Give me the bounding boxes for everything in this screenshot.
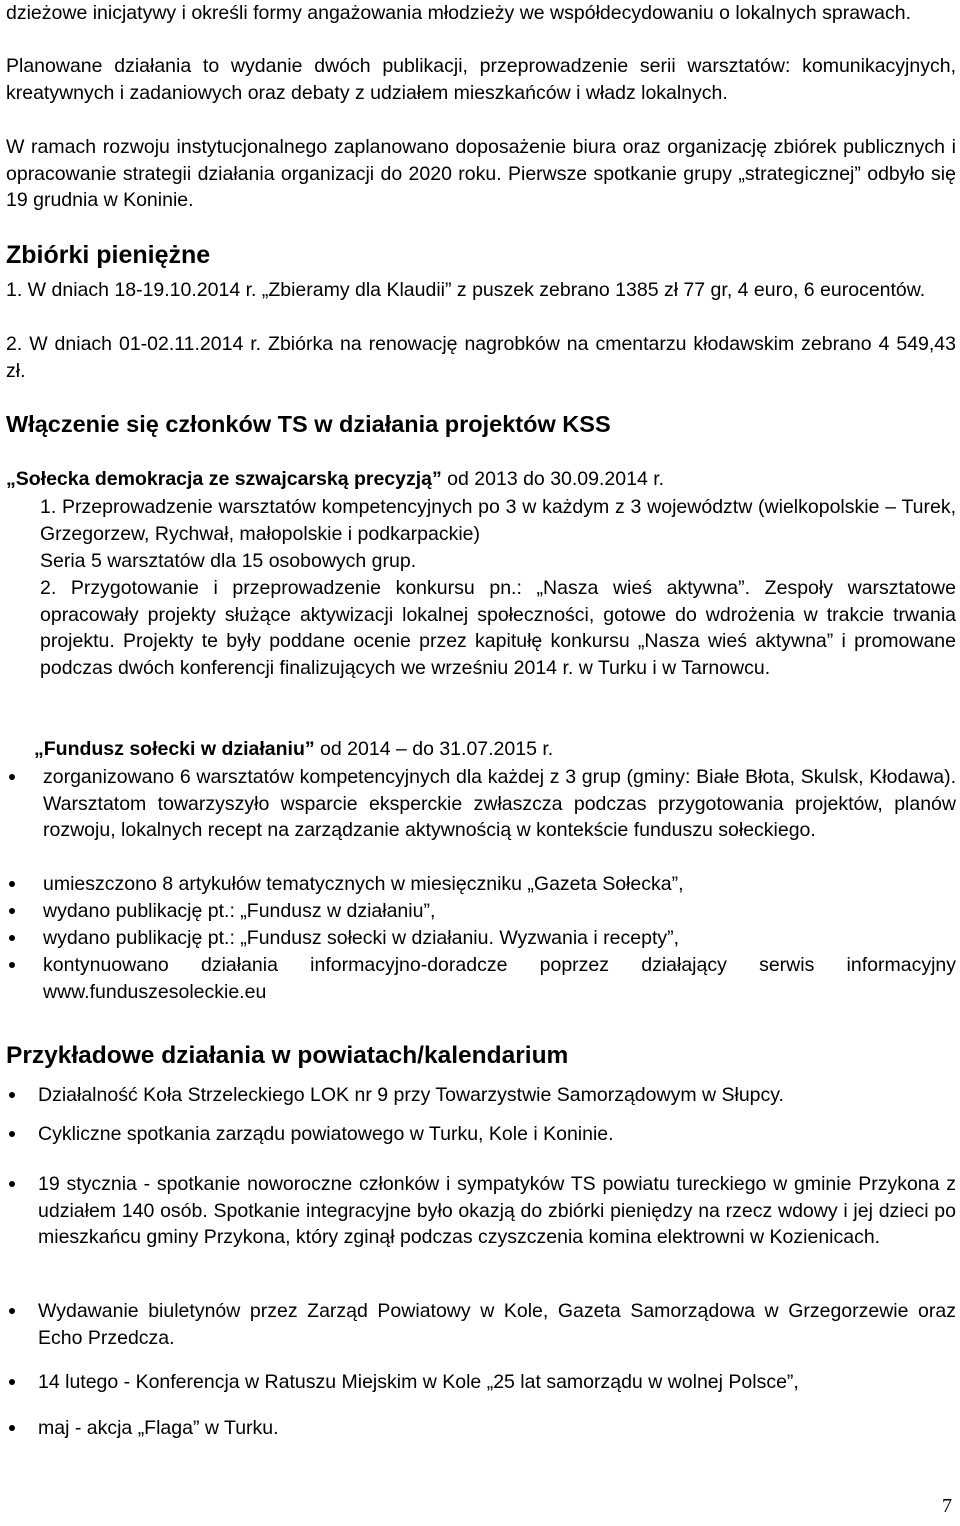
- calendar-bullet-6: maj - akcja „Flaga” w Turku.: [6, 1415, 956, 1442]
- bullet-icon: [9, 908, 15, 914]
- project2-dates: od 2014 – do 31.07.2015 r.: [314, 738, 554, 760]
- calendar-bullet-1: Działalność Koła Strzeleckiego LOK nr 9 przy Towarzystwie Samorządowym w Słupcy.: [6, 1082, 956, 1109]
- intro-paragraph-1: dzieżowe inicjatywy i określi formy angażowania młodzieży we współdecydowaniu o lokalnych sprawach.: [6, 2, 911, 24]
- calendar-bullet-2: Cykliczne spotkania zarządu powiatowego w Turku, Kole i Koninie.: [6, 1121, 956, 1148]
- project1-item-1b: Seria 5 warsztatów dla 15 osobowych grup.: [40, 550, 417, 572]
- kss-heading: Włączenie się członków TS w działania projektów KSS: [6, 411, 611, 437]
- project2-line: [6, 736, 960, 763]
- bullet-icon: [9, 1181, 15, 1187]
- calendar-bullet-list: [6, 1082, 956, 1442]
- collection-item-1: 1. W dniach 18-19.10.2014 r. „Zbieramy dla Klaudii” z puszek zebrano 1385 zł 77 gr, 4 euro, 6 eurocentów.: [6, 279, 926, 301]
- collections-heading: Zbiórki pieniężne: [6, 241, 211, 269]
- bullet-icon: [9, 774, 15, 780]
- bullet-icon: [9, 1379, 15, 1385]
- bullet-icon: [9, 1308, 15, 1314]
- project2-bullet-5: kontynuowano działania informacyjno-doradcze poprzez działający serwis informacyjny www.funduszesoleckie.eu: [6, 952, 956, 1006]
- project1-item-2: 2. Przygotowanie i przeprowadzenie konkursu pn.: „Nasza wieś aktywna”. Zespoły warsztatowe opracowały projekty służące aktywizacji lokalnej społeczności, gotowe do wdrożenia w trakcie trwania projektu. Projekty te były poddane ocenie przez kapitułę konkursu „Nasza wieś aktywna” i promowane podczas dwóch konferencji finalizujących we wrześniu 2014 r. w Turku i w Tarnowcu.: [40, 577, 956, 680]
- bullet-icon: [9, 935, 15, 941]
- project1-dates: od 2013 do 30.09.2014 r.: [441, 468, 665, 490]
- project2-bullet-2: umieszczono 8 artykułów tematycznych w miesięczniku „Gazeta Sołecka”,: [6, 871, 956, 898]
- project1-item-1: 1. Przeprowadzenie warsztatów kompetencyjnych po 3 w każdym z 3 województw (wielkopolskie – Turek, Grzegorzew, Rychwał, małopolskie i podkarpackie): [40, 496, 956, 545]
- calendar-bullet-5: 14 lutego - Konferencja w Ratuszu Miejskim w Kole „25 lat samorządu w wolnej Polsce”,: [6, 1369, 956, 1396]
- intro-paragraph-3: W ramach rozwoju instytucjonalnego zaplanowano doposażenie biura oraz organizację zbiórek publicznych i opracowanie strategii działania organizacji do 2020 roku. Pierwsze spotkanie grupy „strategicznej” odbyło się 19 grudnia w Koninie.: [6, 136, 956, 212]
- calendar-bullet-3: 19 stycznia - spotkanie noworoczne członków i sympatyków TS powiatu tureckiego w gminie Przykona z udziałem 140 osób. Spotkanie integracyjne było okazją do zbiórki pieniędzy na rzecz wdowy i jej dzieci po mieszkańcu gminy Przykona, który zginął podczas czyszczenia komina elektrowni w Kozienicach.: [6, 1171, 956, 1278]
- calendar-heading: Przykładowe działania w powiatach/kalendarium: [6, 1042, 569, 1069]
- calendar-bullet-4: Wydawanie biuletynów przez Zarząd Powiatowy w Kole, Gazeta Samorządowa w Grzegorzewie oraz Echo Przedcza.: [6, 1298, 956, 1352]
- project2-bullet-1: zorganizowano 6 warsztatów kompetencyjnych dla każdej z 3 grup (gminy: Białe Błota, Skulsk, Kłodawa). Warsztatom towarzyszyło wsparcie eksperckie zwłaszcza podczas przygotowania projektów, planów rozwoju, lokalnych recept na zarządzanie aktywnością w kontekście funduszu sołeckiego.: [6, 764, 956, 871]
- bullet-icon: [9, 1131, 15, 1137]
- bullet-icon: [9, 1092, 15, 1098]
- collection-item-2: 2. W dniach 01-02.11.2014 r. Zbiórka na renowację nagrobków na cmentarzu kłodawskim zebrano 4 549,43 zł.: [6, 333, 956, 382]
- project2-title: „Fundusz sołecki w działaniu”: [34, 738, 315, 760]
- intro-paragraph-2: Planowane działania to wydanie dwóch publikacji, przeprowadzenie serii warsztatów: komunikacyjnych, kreatywnych i zadaniowych oraz debaty z udziałem mieszkańców i władz lokalnych.: [6, 55, 956, 104]
- project2-bullet-4: wydano publikację pt.: „Fundusz sołecki w działaniu. Wyzwania i recepty”,: [6, 925, 956, 952]
- page-number: 7: [942, 1495, 952, 1517]
- project1-title: „Sołecka demokracja ze szwajcarską precyzją”: [6, 468, 442, 490]
- bullet-icon: [9, 962, 15, 968]
- bullet-icon: [9, 1425, 15, 1431]
- project2-bullet-list: [6, 764, 956, 1006]
- bullet-icon: [9, 881, 15, 887]
- project1-line: [6, 466, 956, 493]
- project2-bullet-3: wydano publikację pt.: „Fundusz w działaniu”,: [6, 898, 956, 925]
